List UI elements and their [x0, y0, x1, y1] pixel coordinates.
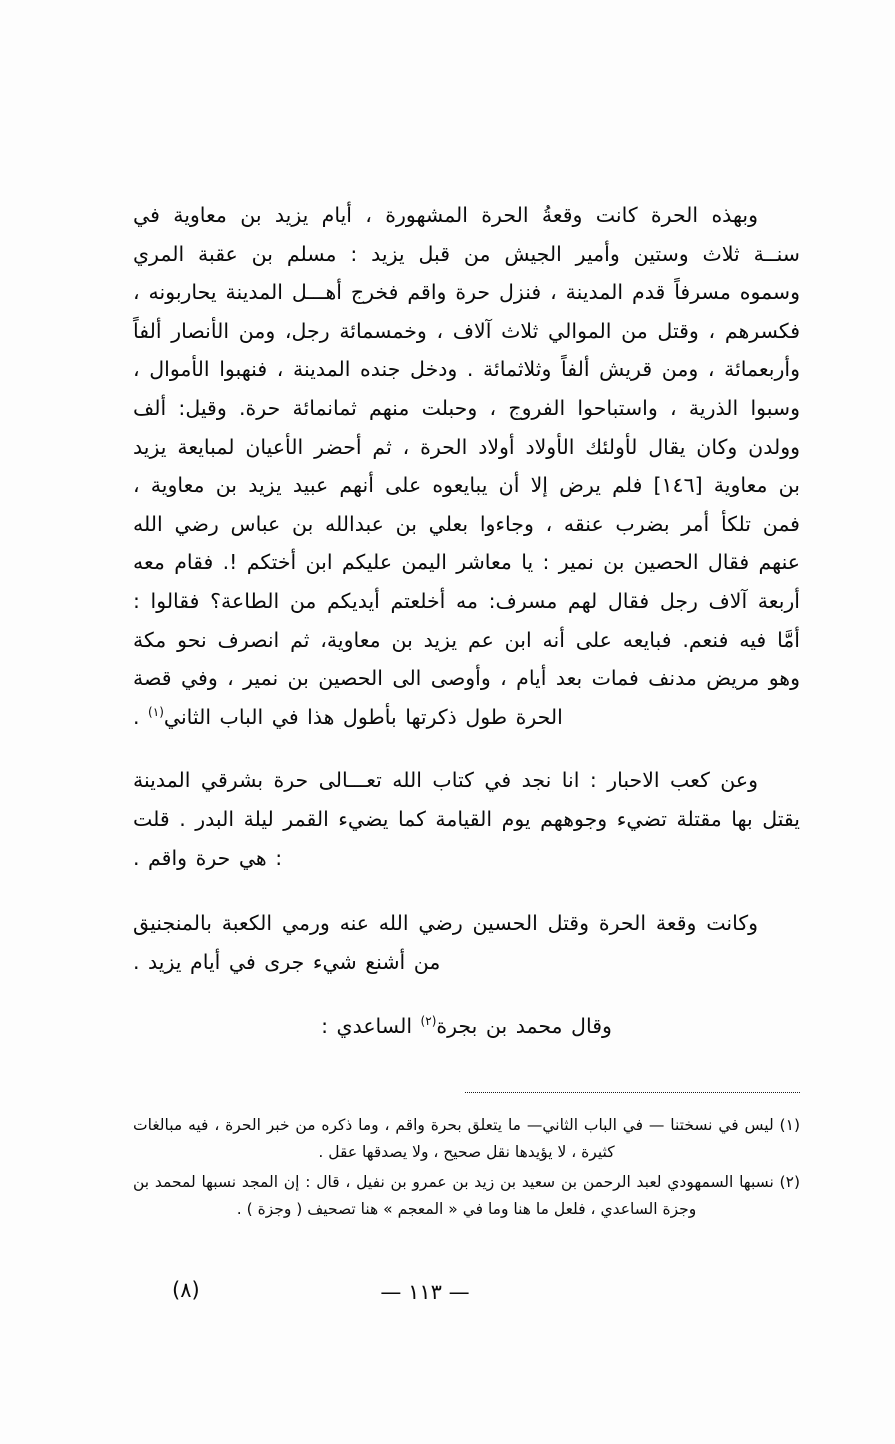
footnote-separator-rule: [465, 1092, 800, 1093]
footnote-item-2: [133, 1169, 800, 1223]
paragraph-harra: [133, 196, 800, 736]
body-text-column: [133, 196, 800, 1046]
footnotes-block: [133, 1112, 800, 1226]
footnote-marker-1: (١): [779, 1116, 800, 1134]
paragraph-waqa: [133, 904, 800, 981]
page-number: — ١١٣ —: [380, 1280, 470, 1304]
paragraph-qala: [133, 1007, 800, 1046]
paragraph-harra-trailing: .: [133, 704, 149, 729]
paragraph-harra-text: وبهذه الحرة كانت وقعةُ الحرة المشهورة ، أيام يزيد بن معاوية في سنــة ثلاث وستين وأمير الجيش من قبل يزيد : مسلم بن عقبة المري وسموه مسرفاً قدم المدينة ، فنزل حرة واقم فخرج أهـــل المدينة يحاربونه ، فكسرهم ، وقتل من الموالي ثلاث آلاف ، وخمسمائة رجل، ومن الأنصار ألفاً وأربعمائة ، ومن قريش ألفاً وثلاثمائة . ودخل جنده المدينة ، فنهبوا الأموال ، وسبوا الذرية ، واستباحوا الفروج ، وحبلت منهم ثمانمائة حرة. وقيل: ألف وولدن وكان يقال لأولئك الأولاد أولاد الحرة ، ثم أحضر الأعيان لمبايعة يزيد بن معاوية [١٤٦] فلم يرض إلا أن يبايعوه على أنهم عبيد يزيد بن معاوية ، فمن تلكأ أمر بضرب عنقه ، وجاءوا بعلي بن عبدالله بن عباس رضي الله عنهم فقال الحصين بن نمير : يا معاشر اليمن عليكم ابن أختكم !. فقام معه أربعة آلاف رجل فقال لهم مسرف: مه أخلعتم أيديكم من الطاعة؟ فقالوا : أمَّا فيه فنعم. فبايعه على أنه ابن عم يزيد بن معاوية، ثم انصرف نحو مكة وهو مريض مدنف فمات بعد أيام ، وأوصى الى الحصين بن نمير ، وفي قصة الحرة طول ذكرتها بأطول هذا في الباب الثاني: [133, 203, 800, 729]
paragraph-kaab: [133, 761, 800, 877]
footnote-item-1: [133, 1112, 800, 1166]
page-footer: [0, 1278, 895, 1318]
footnote-ref-1[interactable]: (١): [148, 704, 164, 719]
paragraph-qala-trailing: الساعدي :: [321, 1014, 421, 1039]
footnote-marker-2: (٢): [779, 1173, 800, 1191]
signature-mark: (٨): [172, 1278, 200, 1302]
paragraph-kaab-text: وعن كعب الاحبار : انا نجد في كتاب الله تعـــالى حرة بشرقي المدينة يقتل بها مقتلة تضيء وجوههم يوم القيامة كما يضيء القمر ليلة البدر . قلت : هي حرة واقم .: [133, 768, 800, 870]
paragraph-waqa-text: وكانت وقعة الحرة وقتل الحسين رضي الله عنه ورمي الكعبة بالمنجنيق من أشنع شيء جرى في أيام يزيد .: [133, 911, 758, 974]
footnote-ref-2[interactable]: (٢): [420, 1014, 437, 1029]
paragraph-qala-text: وقال محمد بن بجرة: [436, 1014, 612, 1039]
footnote-text-2: نسبها السمهودي لعبد الرحمن بن سعيد بن زيد بن عمرو بن نفيل ، قال : إن المجد نسبها لمحمد بن وجزة الساعدي ، فلعل ما هنا وما في « المعجم » هنا تصحيف ( وجزة ) .: [133, 1173, 774, 1218]
footnote-text-1: ليس في نسختنا — في الباب الثاني— ما يتعلق بحرة واقم ، وما ذكره من خبر الحرة ، فيه مبالغات كثيرة ، لا يؤيدها نقل صحيح ، ولا يصدقها عقل .: [133, 1116, 774, 1161]
